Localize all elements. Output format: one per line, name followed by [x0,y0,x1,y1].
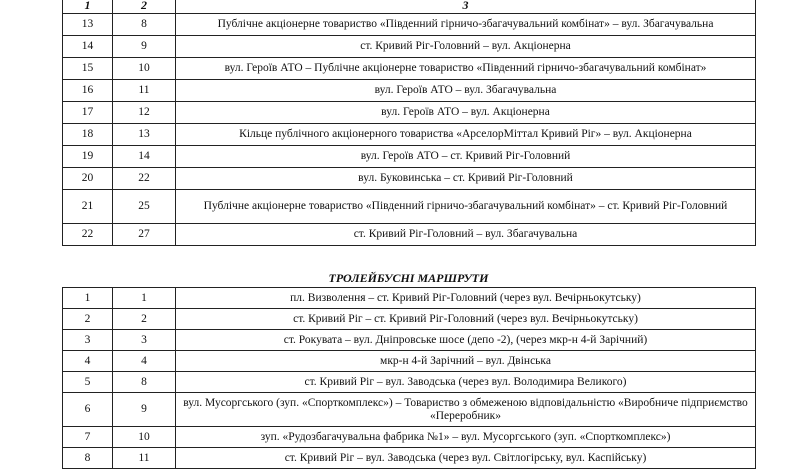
bus-routes-table [62,0,756,246]
route-number: 13 [113,124,176,146]
row-number: 13 [63,14,113,36]
table-row [63,393,756,427]
row-number: 22 [63,224,113,246]
route-description: ст. Рокувата – вул. Дніпровське шосе (депо -2), (через мкр-н 4-й Зарічний) [176,330,756,351]
route-description: Кільце публічного акціонерного товариства «АрселорМіттал Кривий Ріг» – вул. Акціонерна [176,124,756,146]
table-row [63,146,756,168]
route-description: вул. Героїв АТО – Публічне акціонерне товариство «Південний гірничо-збагачувальний комбінат» [176,58,756,80]
table-row [63,102,756,124]
route-number: 11 [113,448,176,469]
row-number: 2 [63,309,113,330]
route-number: 27 [113,224,176,246]
row-number: 7 [63,427,113,448]
route-description: ст. Кривий Ріг – вул. Заводська (через вул. Володимира Великого) [176,372,756,393]
row-number: 15 [63,58,113,80]
row-number: 4 [63,351,113,372]
route-description: Публічне акціонерне товариство «Південний гірничо-збагачувальний комбінат» – вул. Збагачувальна [176,14,756,36]
table-row [63,372,756,393]
table-row [63,224,756,246]
table-header-row [63,0,756,14]
table-row [63,168,756,190]
row-number: 1 [63,288,113,309]
route-description: вул. Мусоргського (зуп. «Спорткомплекс») – Товариство з обмеженою відповідальністю «Виробниче підприємство «Переробник» [176,393,756,427]
row-number: 14 [63,36,113,58]
route-number: 9 [113,393,176,427]
table-row [63,190,756,224]
route-number: 10 [113,427,176,448]
route-number: 4 [113,351,176,372]
route-number: 8 [113,372,176,393]
route-description: Публічне акціонерне товариство «Південний гірничо-збагачувальний комбінат» – ст. Кривий Ріг-Головний [176,190,756,224]
row-number: 8 [63,448,113,469]
route-number: 1 [113,288,176,309]
table-row [63,14,756,36]
route-number: 9 [113,36,176,58]
route-description: мкр-н 4-й Зарічний – вул. Двінська [176,351,756,372]
route-description: ст. Кривий Ріг-Головний – вул. Акціонерна [176,36,756,58]
trolleybus-section-title: ТРОЛЕЙБУСНІ МАРШРУТИ [328,271,489,285]
table-row [63,330,756,351]
route-description: зуп. «Рудозбагачувальна фабрика №1» – вул. Мусоргського (зуп. «Спорткомплекс») [176,427,756,448]
route-description: пл. Визволення – ст. Кривий Ріг-Головний (через вул. Вечірньокутську) [176,288,756,309]
row-number: 16 [63,80,113,102]
table-row [63,309,756,330]
table-row [63,36,756,58]
table-row [63,288,756,309]
row-number: 6 [63,393,113,427]
route-description: вул. Героїв АТО – ст. Кривий Ріг-Головний [176,146,756,168]
route-number: 25 [113,190,176,224]
header-col-2: 2 [113,0,176,14]
route-number: 11 [113,80,176,102]
table-row [63,448,756,469]
route-description: ст. Кривий Ріг – вул. Заводська (через вул. Світлогірську, вул. Каспійську) [176,448,756,469]
route-number: 3 [113,330,176,351]
row-number: 21 [63,190,113,224]
table-row [63,351,756,372]
route-number: 12 [113,102,176,124]
row-number: 18 [63,124,113,146]
route-number: 10 [113,58,176,80]
table-row [63,80,756,102]
row-number: 5 [63,372,113,393]
table-row [63,427,756,448]
route-description: вул. Буковинська – ст. Кривий Ріг-Головний [176,168,756,190]
route-number: 2 [113,309,176,330]
route-description: ст. Кривий Ріг – ст. Кривий Ріг-Головний (через вул. Вечірньокутську) [176,309,756,330]
row-number: 3 [63,330,113,351]
row-number: 19 [63,146,113,168]
row-number: 20 [63,168,113,190]
table-row [63,124,756,146]
trolleybus-routes-table [62,287,756,469]
route-description: ст. Кривий Ріг-Головний – вул. Збагачувальна [176,224,756,246]
route-description: вул. Героїв АТО – вул. Акціонерна [176,102,756,124]
header-col-1: 1 [63,0,113,14]
route-number: 14 [113,146,176,168]
table-row [63,58,756,80]
route-number: 22 [113,168,176,190]
route-number: 8 [113,14,176,36]
route-description: вул. Героїв АТО – вул. Збагачувальна [176,80,756,102]
header-col-3: 3 [176,0,756,14]
row-number: 17 [63,102,113,124]
